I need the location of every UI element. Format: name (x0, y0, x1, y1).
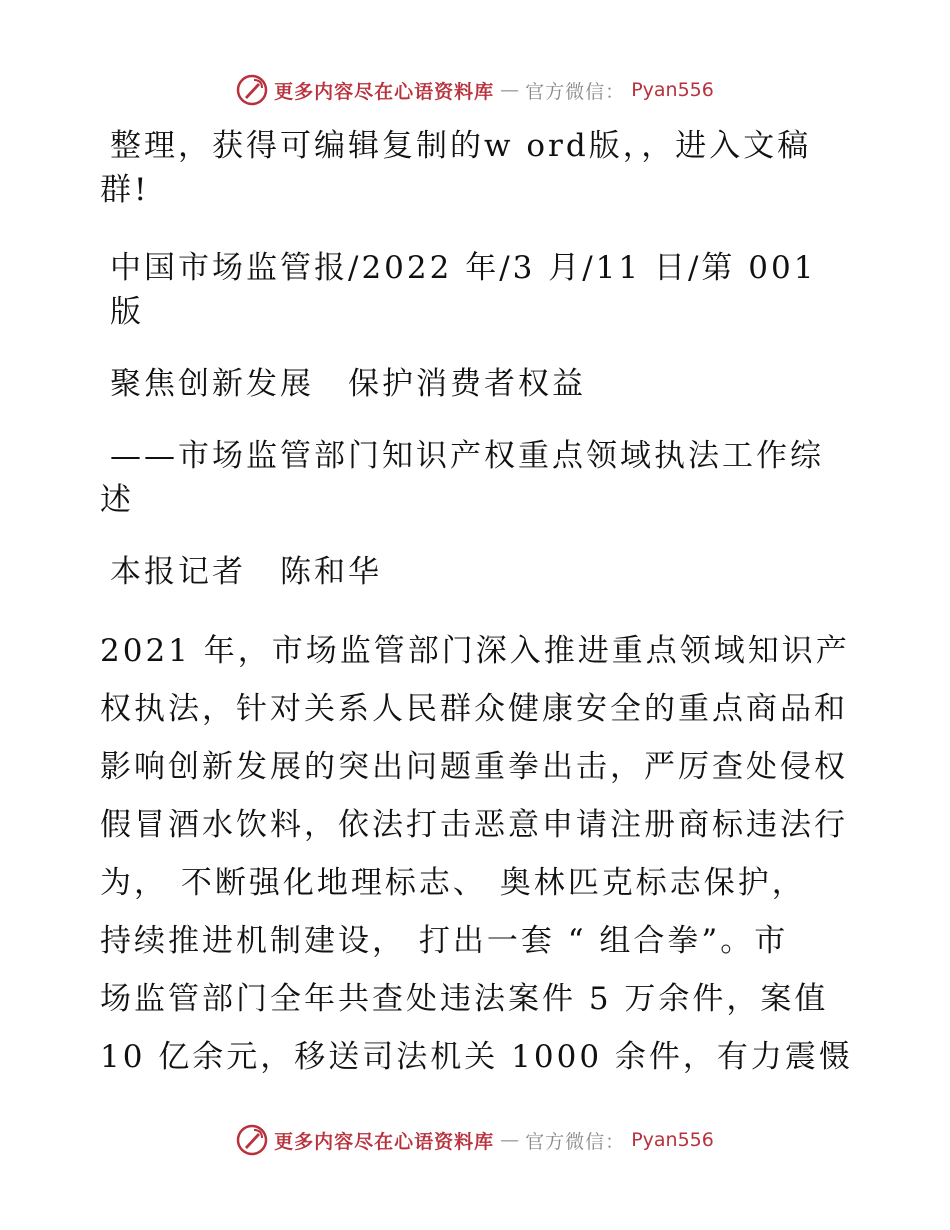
quill-logo-icon (236, 1124, 268, 1156)
body-line: 2021 年，市场监管部门深入推进重点领域知识产 (100, 633, 850, 669)
article-subtitle-line-1: ——市场监管部门知识产权重点领域执法工作综 (110, 438, 824, 474)
source-line: 中国市场监管报/2022 年/3 月/11 日/第 001 版 (110, 250, 817, 330)
intro-line-1: 整理，获得可编辑复制的w ord版，，进入文稿 (110, 128, 812, 164)
page-footer (0, 1120, 950, 1160)
body-line: 假冒酒水饮料，依法打击恶意申请注册商标违法行 (100, 807, 848, 843)
header-wechat-label: 官方微信： (525, 80, 626, 103)
footer-wechat-id: Pyan556 (631, 1129, 714, 1151)
header-banner-text: 更多内容尽在心语资料库 (274, 80, 495, 103)
byline: 本报记者 陈和华 (110, 554, 382, 590)
page-header (0, 70, 950, 110)
footer-wechat-label: 官方微信： (525, 1130, 626, 1153)
article-title: 聚焦创新发展 保护消费者权益 (110, 366, 586, 402)
document-body (100, 124, 860, 1086)
body-line: 持续推进机制建设， 打出一套 “ 组合拳”。市 (100, 923, 789, 959)
footer-dash: — (500, 1129, 520, 1151)
article-paragraph (100, 622, 860, 1086)
article-subtitle-line-2: 述 (100, 482, 134, 518)
body-line: 场监管部门全年共查处违法案件 5 万余件，案值 (100, 981, 829, 1017)
header-dash: — (500, 79, 520, 101)
header-wechat-id: Pyan556 (631, 79, 714, 101)
quill-logo-icon (236, 74, 268, 106)
body-line: 10 亿余元，移送司法机关 1000 余件，有力震慑 (100, 1039, 853, 1075)
footer-banner-text: 更多内容尽在心语资料库 (274, 1130, 495, 1153)
body-line: 权执法，针对关系人民群众健康安全的重点商品和 (100, 691, 848, 727)
body-line: 影响创新发展的突出问题重拳出击，严厉查处侵权 (100, 749, 848, 785)
body-line: 为， 不断强化地理标志、 奥林匹克标志保护， (100, 865, 806, 901)
intro-line-2: 群! (100, 172, 150, 208)
